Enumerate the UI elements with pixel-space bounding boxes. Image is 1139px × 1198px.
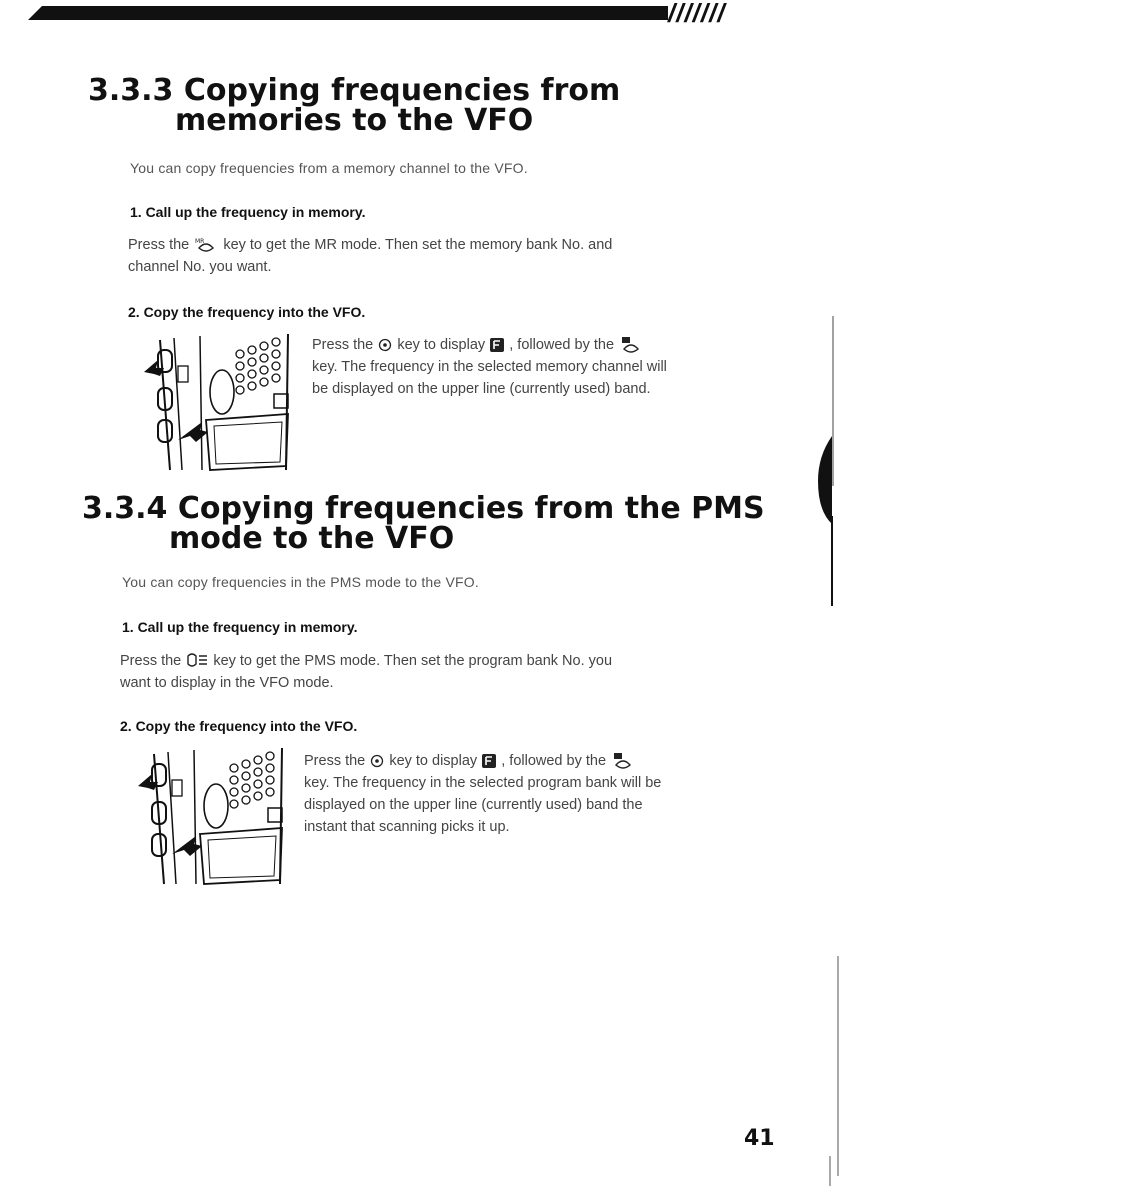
section-title-line2: memories to the VFO	[175, 103, 534, 138]
body-text: Press the	[304, 753, 366, 769]
body-text: key to get the PMS mode. Then set the program bank No. you	[213, 653, 613, 669]
pms-key-icon	[185, 652, 209, 670]
step-body	[120, 650, 740, 694]
section-title-line2: mode to the VFO	[169, 521, 455, 556]
body-text: key to get the MR mode. Then set the memory bank No. and	[223, 237, 613, 253]
f-display-icon	[489, 337, 505, 353]
body-text: key to display	[389, 753, 478, 769]
section-intro: You can copy frequencies from a memory channel to the VFO.	[130, 160, 528, 176]
body-text: instant that scanning picks it up.	[304, 819, 510, 835]
body-text: key. The frequency in the selected memory channel will	[312, 359, 667, 375]
section-title-line1: Copying frequencies from	[183, 73, 621, 108]
body-text: displayed on the upper line (currently used) band the	[304, 797, 643, 813]
f-display-icon	[481, 753, 497, 769]
thumb-index-tab	[816, 316, 846, 1196]
step-heading: 2. Copy the frequency into the VFO.	[120, 718, 358, 734]
body-text: be displayed on the upper line (currently used) band.	[312, 381, 651, 397]
step-heading: 1. Call up the frequency in memory.	[122, 619, 358, 635]
function-key-icon	[369, 753, 385, 769]
step-heading: 1. Call up the frequency in memory.	[130, 204, 366, 220]
body-text: , followed by the	[509, 337, 615, 353]
header-bar	[28, 4, 668, 20]
page-number: 41	[744, 1126, 775, 1151]
body-text: , followed by the	[501, 753, 607, 769]
header-hatch-marks: ///////	[668, 0, 726, 28]
body-text: key. The frequency in the selected program bank will be	[304, 775, 662, 791]
step-body	[312, 334, 752, 400]
body-text: Press the	[120, 653, 182, 669]
function-key-icon	[377, 337, 393, 353]
section-3-3-3-heading	[88, 73, 621, 138]
body-text: key to display	[397, 337, 486, 353]
handheld-radio-illustration	[140, 330, 300, 475]
section-3-3-4-heading	[82, 491, 765, 556]
body-text: Press the	[128, 237, 190, 253]
handheld-radio-illustration	[134, 744, 294, 889]
vfo-key-icon	[610, 751, 636, 771]
section-number: 3.3.3	[88, 73, 174, 108]
body-text: want to display in the VFO mode.	[120, 675, 334, 691]
vfo-key-icon	[618, 335, 644, 355]
step-body	[128, 234, 748, 278]
step-body	[304, 750, 754, 838]
body-text: channel No. you want.	[128, 259, 272, 275]
section-title-line1: Copying frequencies from the PMS	[177, 491, 765, 526]
svg-text:MR: MR	[195, 238, 205, 246]
body-text: Press the	[312, 337, 374, 353]
section-intro: You can copy frequencies in the PMS mode to the VFO.	[122, 574, 479, 590]
section-number: 3.3.4	[82, 491, 168, 526]
step-heading: 2. Copy the frequency into the VFO.	[128, 304, 366, 320]
mr-key-icon	[193, 236, 219, 254]
